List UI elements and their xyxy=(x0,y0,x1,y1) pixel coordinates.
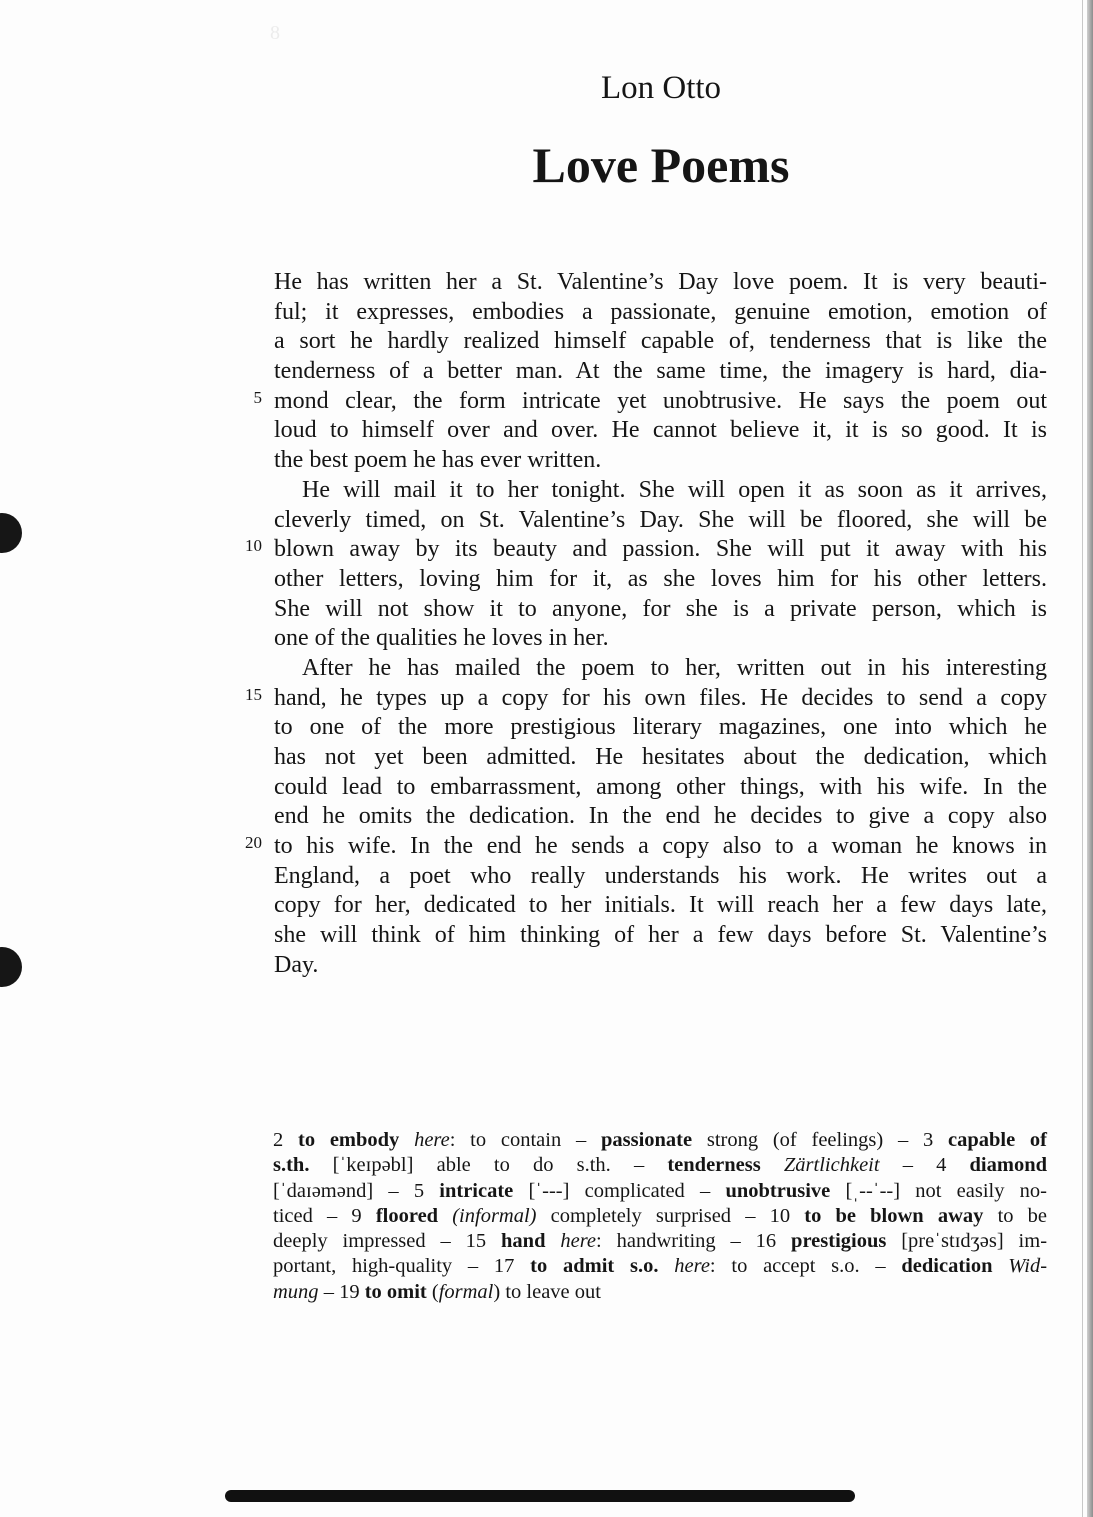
text-line: Day. xyxy=(274,951,319,978)
note-text: deeply impressed – 15 xyxy=(273,1230,502,1253)
author-name: Lon Otto xyxy=(600,70,722,106)
text-line: He will mail it to her tonight. She will open it as soon as it arrives, xyxy=(302,476,1047,503)
text-line: one of the qualities he loves in her. xyxy=(274,625,609,652)
punch-hole-top xyxy=(0,513,22,553)
text-line: she will think of him thinking of her a few days before St. Valentine’s xyxy=(274,922,1047,949)
note-line xyxy=(273,1153,1047,1178)
note-text: strong (of feelings) – 3 xyxy=(692,1129,948,1151)
note-term: unobtrusive xyxy=(725,1179,831,1202)
story-title: Love Poems xyxy=(532,137,790,193)
text-line: hand, he types up a copy for his own files. He decides to send a copy xyxy=(274,684,1047,711)
text-line: has not yet been admitted. He hesitates about the dedication, which xyxy=(274,744,1047,770)
text-line: could lead to embarrassment, among other things, with his wife. In the xyxy=(274,773,1047,800)
text-line: other letters, loving him for it, as she loves him for his other letters. xyxy=(274,565,1047,592)
note-text: 2 xyxy=(273,1129,298,1151)
text-line: He has written her a St. Valentine’s Day love poem. It is very beauti- xyxy=(274,269,1047,295)
note-text: : to accept s.o. – xyxy=(709,1255,902,1278)
note-term: diamond xyxy=(969,1154,1047,1177)
text-line: end he omits the dedication. In the end he decides to give a copy also xyxy=(274,803,1047,830)
note-italic: mung xyxy=(273,1280,319,1303)
note-text xyxy=(545,1230,560,1252)
note-text: [ˈ---] complicated – xyxy=(513,1179,726,1202)
punch-hole-bottom xyxy=(0,947,22,987)
note-term: hand xyxy=(501,1230,546,1253)
note-text: completely surprised – 10 xyxy=(536,1204,805,1227)
note-term: prestigious xyxy=(791,1230,887,1253)
text-line: loud to himself over and over. He cannot believe it, it is so good. It is xyxy=(274,417,1047,444)
note-term: intricate xyxy=(439,1179,514,1202)
note-term: capable of xyxy=(947,1129,1048,1151)
note-text: ( xyxy=(426,1280,439,1303)
text-line: After he has mailed the poem to her, written out in his interesting xyxy=(302,654,1047,681)
note-text xyxy=(399,1129,414,1151)
note-text: : handwriting – 16 xyxy=(596,1230,792,1253)
note-text: [ˈdaɪəmənd] – 5 xyxy=(273,1179,440,1202)
text-line: copy for her, dedicated to her initials. It will reach her a few days late, xyxy=(274,892,1047,919)
text-line: cleverly timed, on St. Valentine’s Day. She will be floored, she will be xyxy=(274,506,1047,533)
note-italic: here xyxy=(560,1230,597,1253)
home-indicator[interactable] xyxy=(225,1490,855,1502)
note-italic: Wid- xyxy=(1008,1255,1048,1278)
note-text: [ˌ--ˈ--] not easily no- xyxy=(830,1179,1048,1202)
note-text: [preˈstɪdʒəs] im- xyxy=(886,1230,1048,1253)
note-term: floored xyxy=(375,1204,439,1227)
note-term: to admit s.o. xyxy=(530,1255,659,1278)
note-line xyxy=(273,1128,1047,1153)
note-italic: formal xyxy=(438,1280,494,1303)
note-text xyxy=(438,1205,452,1227)
note-term: passionate xyxy=(600,1129,693,1151)
page-number: 8 xyxy=(270,22,280,44)
text-line: blown away by its beauty and passion. She will put it away with his xyxy=(274,536,1047,563)
note-text: – 4 xyxy=(879,1154,970,1177)
note-text: ticed – 9 xyxy=(273,1204,376,1227)
text-line: to his wife. In the end he sends a copy also to a woman he knows in xyxy=(274,833,1047,860)
text-line: to one of the more prestigious literary magazines, one into which he xyxy=(274,714,1047,741)
note-italic: here xyxy=(674,1255,710,1278)
page-edge-line xyxy=(1082,0,1083,1517)
text-line: a sort he hardly realized himself capable of, tenderness that is like the xyxy=(274,328,1047,355)
note-line xyxy=(273,1229,1047,1254)
line-number: 10 xyxy=(245,536,262,556)
note-term: tenderness xyxy=(667,1154,761,1177)
note-italic: here xyxy=(414,1129,450,1151)
note-italic: Zärtlichkeit xyxy=(783,1154,880,1177)
text-line: ful; it expresses, embodies a passionate, genuine emotion, emotion of xyxy=(274,298,1047,325)
note-text xyxy=(658,1255,674,1277)
note-text: ) to leave out xyxy=(493,1280,601,1303)
note-term: to embody xyxy=(298,1129,400,1151)
note-line xyxy=(273,1179,1047,1204)
note-text: : to contain – xyxy=(449,1129,601,1151)
note-text xyxy=(993,1255,1009,1277)
line-number: 5 xyxy=(253,387,262,407)
note-term: to omit xyxy=(364,1280,427,1303)
text-line: England, a poet who really understands his work. He writes out a xyxy=(274,862,1047,889)
text-line: the best poem he has ever written. xyxy=(274,447,602,474)
text-line: She will not show it to anyone, for she is a private person, which is xyxy=(274,595,1047,622)
page-right-edge xyxy=(1087,0,1093,1517)
note-text: portant, high-quality – 17 xyxy=(273,1255,531,1278)
note-italic: (informal) xyxy=(452,1204,537,1227)
vocabulary-notes xyxy=(273,1128,1047,1305)
note-term: to be blown away xyxy=(804,1204,984,1227)
note-text xyxy=(761,1154,784,1176)
note-line xyxy=(273,1204,1047,1229)
note-text: [ˈkeɪpəbl] able to do s.th. – xyxy=(309,1154,668,1177)
line-number: 20 xyxy=(245,833,262,853)
note-text: – 19 xyxy=(318,1280,365,1303)
line-number: 15 xyxy=(245,684,262,704)
note-term: s.th. xyxy=(273,1154,310,1177)
text-line: tenderness of a better man. At the same time, the imagery is hard, dia- xyxy=(274,358,1047,385)
note-text: to be xyxy=(983,1204,1048,1227)
note-line xyxy=(273,1254,1047,1279)
text-line: mond clear, the form intricate yet unobtrusive. He says the poem out xyxy=(274,387,1047,414)
story-text xyxy=(245,268,1047,981)
note-term: dedication xyxy=(901,1255,993,1278)
note-line xyxy=(273,1280,1047,1305)
